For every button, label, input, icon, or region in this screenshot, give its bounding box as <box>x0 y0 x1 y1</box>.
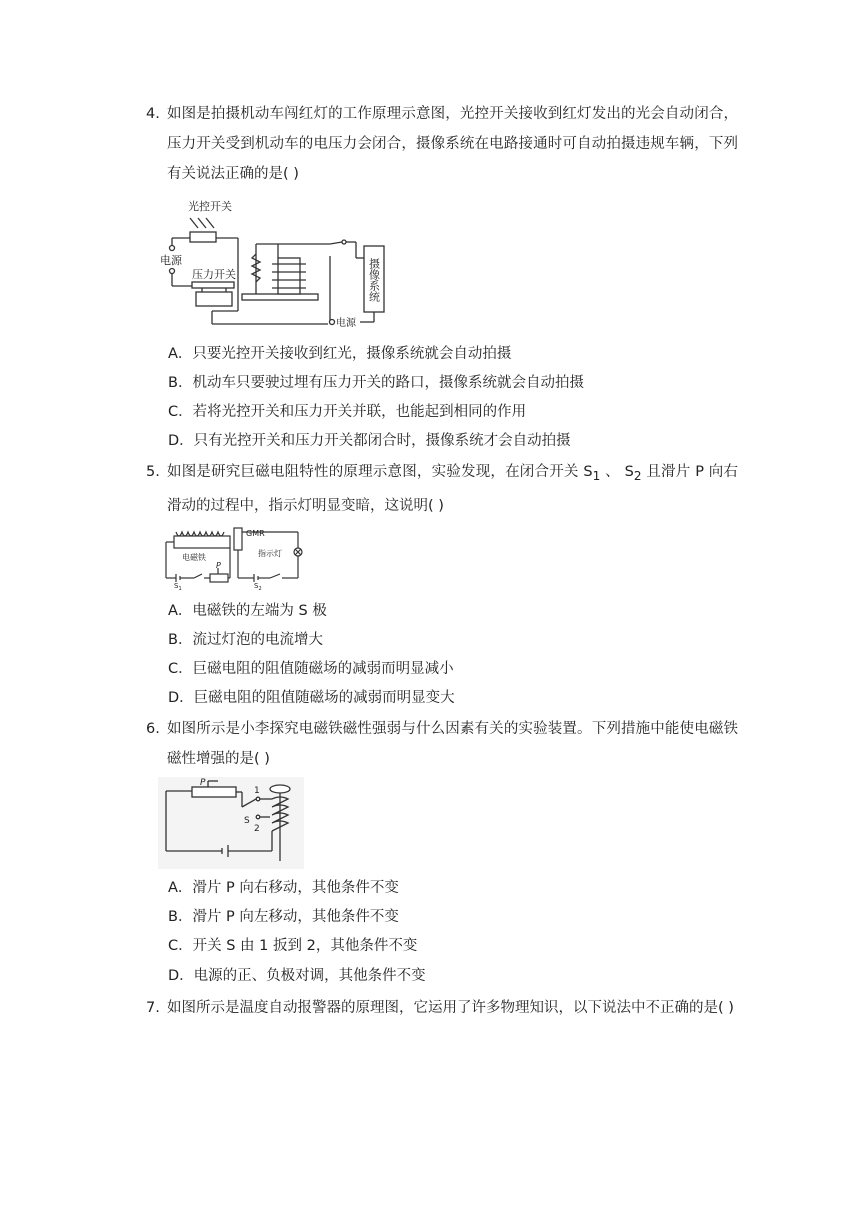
q4-option-c: C．若将光控开关和压力开关并联，也能起到相同的作用 <box>168 404 527 420</box>
question-6 <box>146 714 738 774</box>
gmr-circuit-figure <box>158 522 308 592</box>
circuit-diagram <box>158 777 304 869</box>
contact-2-label: 2 <box>254 824 260 834</box>
slider-p-label: P <box>216 561 221 570</box>
question-text: 如图所示是小李探究电磁铁磁性强弱与什么因素有关的实验装置。下列措施中能使电磁铁磁性增强的是( ) <box>167 721 738 767</box>
q6-option-c: C．开关 S 由 1 扳到 2，其他条件不变 <box>168 938 418 954</box>
indicator-lamp-label: 指示灯 <box>258 549 282 558</box>
circuit-diagram <box>158 522 308 592</box>
question-number: 4. <box>146 106 160 122</box>
subscript: 2 <box>633 468 642 483</box>
q5-option-a: A．电磁铁的左端为 S 极 <box>168 603 327 619</box>
power-label: 电源 <box>160 254 182 267</box>
switch-s2-subscript: 2 <box>258 586 262 592</box>
question-number: 7. <box>146 1000 160 1016</box>
q4-option-d: D．只有光控开关和压力开关都闭合时，摄像系统才会自动拍摄 <box>168 433 571 449</box>
switch-s1-letter: S <box>174 582 179 590</box>
question-text-part: 、 S <box>600 464 634 480</box>
question-text: 如图是拍摄机动车闯红灯的工作原理示意图，光控开关接收到红灯发出的光会自动闭合，压力开关受到机动车的电压力会闭合，摄像系统在电路接通时可自动拍摄违规车辆，下列有关说法正确的是( ) <box>167 106 738 182</box>
red-light-camera-circuit-figure <box>160 196 390 332</box>
camera-system-label: 摄像系统 <box>367 258 381 302</box>
question-text <box>146 457 738 521</box>
question-number: 5. <box>146 464 160 480</box>
question-7 <box>146 993 738 1023</box>
pressure-switch-label: 压力开关 <box>192 268 236 281</box>
q5-option-b: B．流过灯泡的电流增大 <box>168 632 323 648</box>
question-4 <box>146 99 738 189</box>
switch-s2-letter: S <box>254 582 259 590</box>
q5-option-c: C．巨磁电阻的阻值随磁场的减弱而明显减小 <box>168 661 454 677</box>
electromagnet-label: 电磁铁 <box>182 553 206 562</box>
contact-1-label: 1 <box>254 786 260 796</box>
light-switch-label: 光控开关 <box>188 200 232 213</box>
q5-option-d: D．巨磁电阻的阻值随磁场的减弱而明显变大 <box>168 690 455 706</box>
question-5 <box>146 457 738 521</box>
switch-s1-label <box>174 582 182 592</box>
q4-option-a: A．只要光控开关接收到红光，摄像系统就会自动拍摄 <box>168 346 512 362</box>
switch-s1-subscript: 1 <box>178 586 182 592</box>
slider-p-label: P <box>200 778 206 788</box>
subscript: 1 <box>592 468 601 483</box>
question-number: 6. <box>146 721 160 737</box>
switch-s-label: S <box>244 816 250 826</box>
switch-s2-label <box>254 582 262 592</box>
electromagnet-experiment-figure <box>158 777 304 869</box>
q4-option-b: B．机动车只要驶过埋有压力开关的路口，摄像系统就会自动拍摄 <box>168 375 584 391</box>
q6-option-a: A．滑片 P 向右移动，其他条件不变 <box>168 880 399 896</box>
question-text-part: 如图是研究巨磁电阻特性的原理示意图，实验发现，在闭合开关 S <box>167 464 593 480</box>
q6-option-b: B．滑片 P 向左移动，其他条件不变 <box>168 909 399 925</box>
power-label-2: 电源 <box>336 318 356 329</box>
question-text-part: 且滑片 P 向右滑动的过程中，指示灯明显变暗，这说明( ) <box>167 464 738 514</box>
question-text: 如图所示是温度自动报警器的原理图，它运用了许多物理知识，以下说法中不正确的是( ) <box>167 1000 734 1016</box>
gmr-label: GMR <box>246 529 265 538</box>
q6-option-d: D．电源的正、负极对调，其他条件不变 <box>168 968 426 984</box>
circuit-diagram <box>160 196 390 332</box>
